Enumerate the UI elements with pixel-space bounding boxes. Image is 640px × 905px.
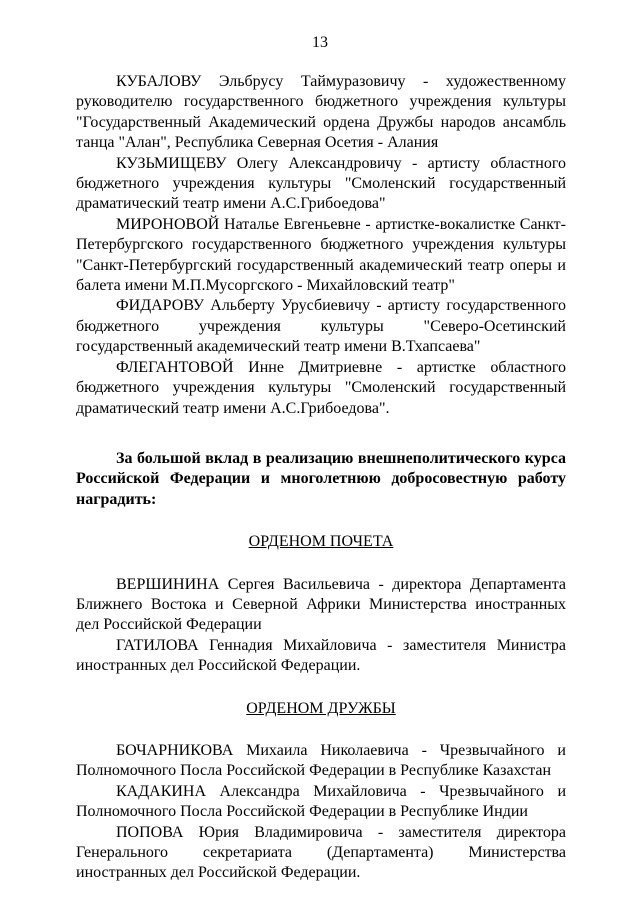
award-entry-gatilov: ГАТИЛОВА Геннадия Михайловича - заместителя Министра иностранных дел Российской Федерации. <box>76 636 566 675</box>
award-entry-popov: ПОПОВА Юрия Владимировича - заместителя директора Генерального секретариата (Департамента) Министерства иностранных дел Российской Федерации. <box>76 823 566 882</box>
award-entry-mironova: МИРОНОВОЙ Наталье Евгеньевне - артистке-вокалистке Санкт-Петербургского государственного бюджетного учреждения культуры "Санкт-Петербургский государственный академический театр оперы и балета имени М.П.Мусоргского - Михайловский театр" <box>76 215 566 295</box>
award-entry-flegantova: ФЛЕГАНТОВОЙ Инне Дмитриевне - артистке областного бюджетного учреждения культуры "Смоленский государственный драматический театр имени А.С.Грибоедова". <box>76 358 566 417</box>
award-intro-paragraph: За большой вклад в реализацию внешнеполитического курса Российской Федерации и многолетнюю добросовестную работу наградить: <box>76 449 566 508</box>
award-entry-vershinin: ВЕРШИНИНА Сергея Васильевича - директора Департамента Ближнего Востока и Северной Африки Министерства иностранных дел Российской Федерации <box>76 575 566 634</box>
order-of-honor-heading: ОРДЕНОМ ПОЧЕТА <box>248 533 394 551</box>
award-entry-fidarov: ФИДАРОВУ Альберту Урусбиевичу - артисту государственного бюджетного учреждения культуры "Северо-Осетинский государственный академический театр имени В.Тхапсаева" <box>76 297 566 356</box>
page-number: 13 <box>312 34 328 51</box>
document-body <box>76 72 566 884</box>
award-entry-kadakin: КАДАКИНА Александра Михайловича - Чрезвычайного и Полномочного Посла Российской Федерации в Республике Индии <box>76 782 566 821</box>
order-of-friendship-heading: ОРДЕНОМ ДРУЖБЫ <box>246 699 396 717</box>
award-entry-kuzmishchev: КУЗЬМИЩЕВУ Олегу Александровичу - артисту областного бюджетного учреждения культуры "Смоленский государственный драматический театр имени А.С.Грибоедова" <box>76 154 566 213</box>
award-entry-bocharnikov: БОЧАРНИКОВА Михаила Николаевича - Чрезвычайного и Полномочного Посла Российской Федерации в Республике Казахстан <box>76 741 566 780</box>
award-entry-kubalov: КУБАЛОВУ Эльбрусу Таймуразовичу - художественному руководителю государственного бюджетного учреждения культуры "Государственный Академический ордена Дружбы народов ансамбль танца "Алан", Республика Северная Осетия - Алания <box>76 73 566 152</box>
